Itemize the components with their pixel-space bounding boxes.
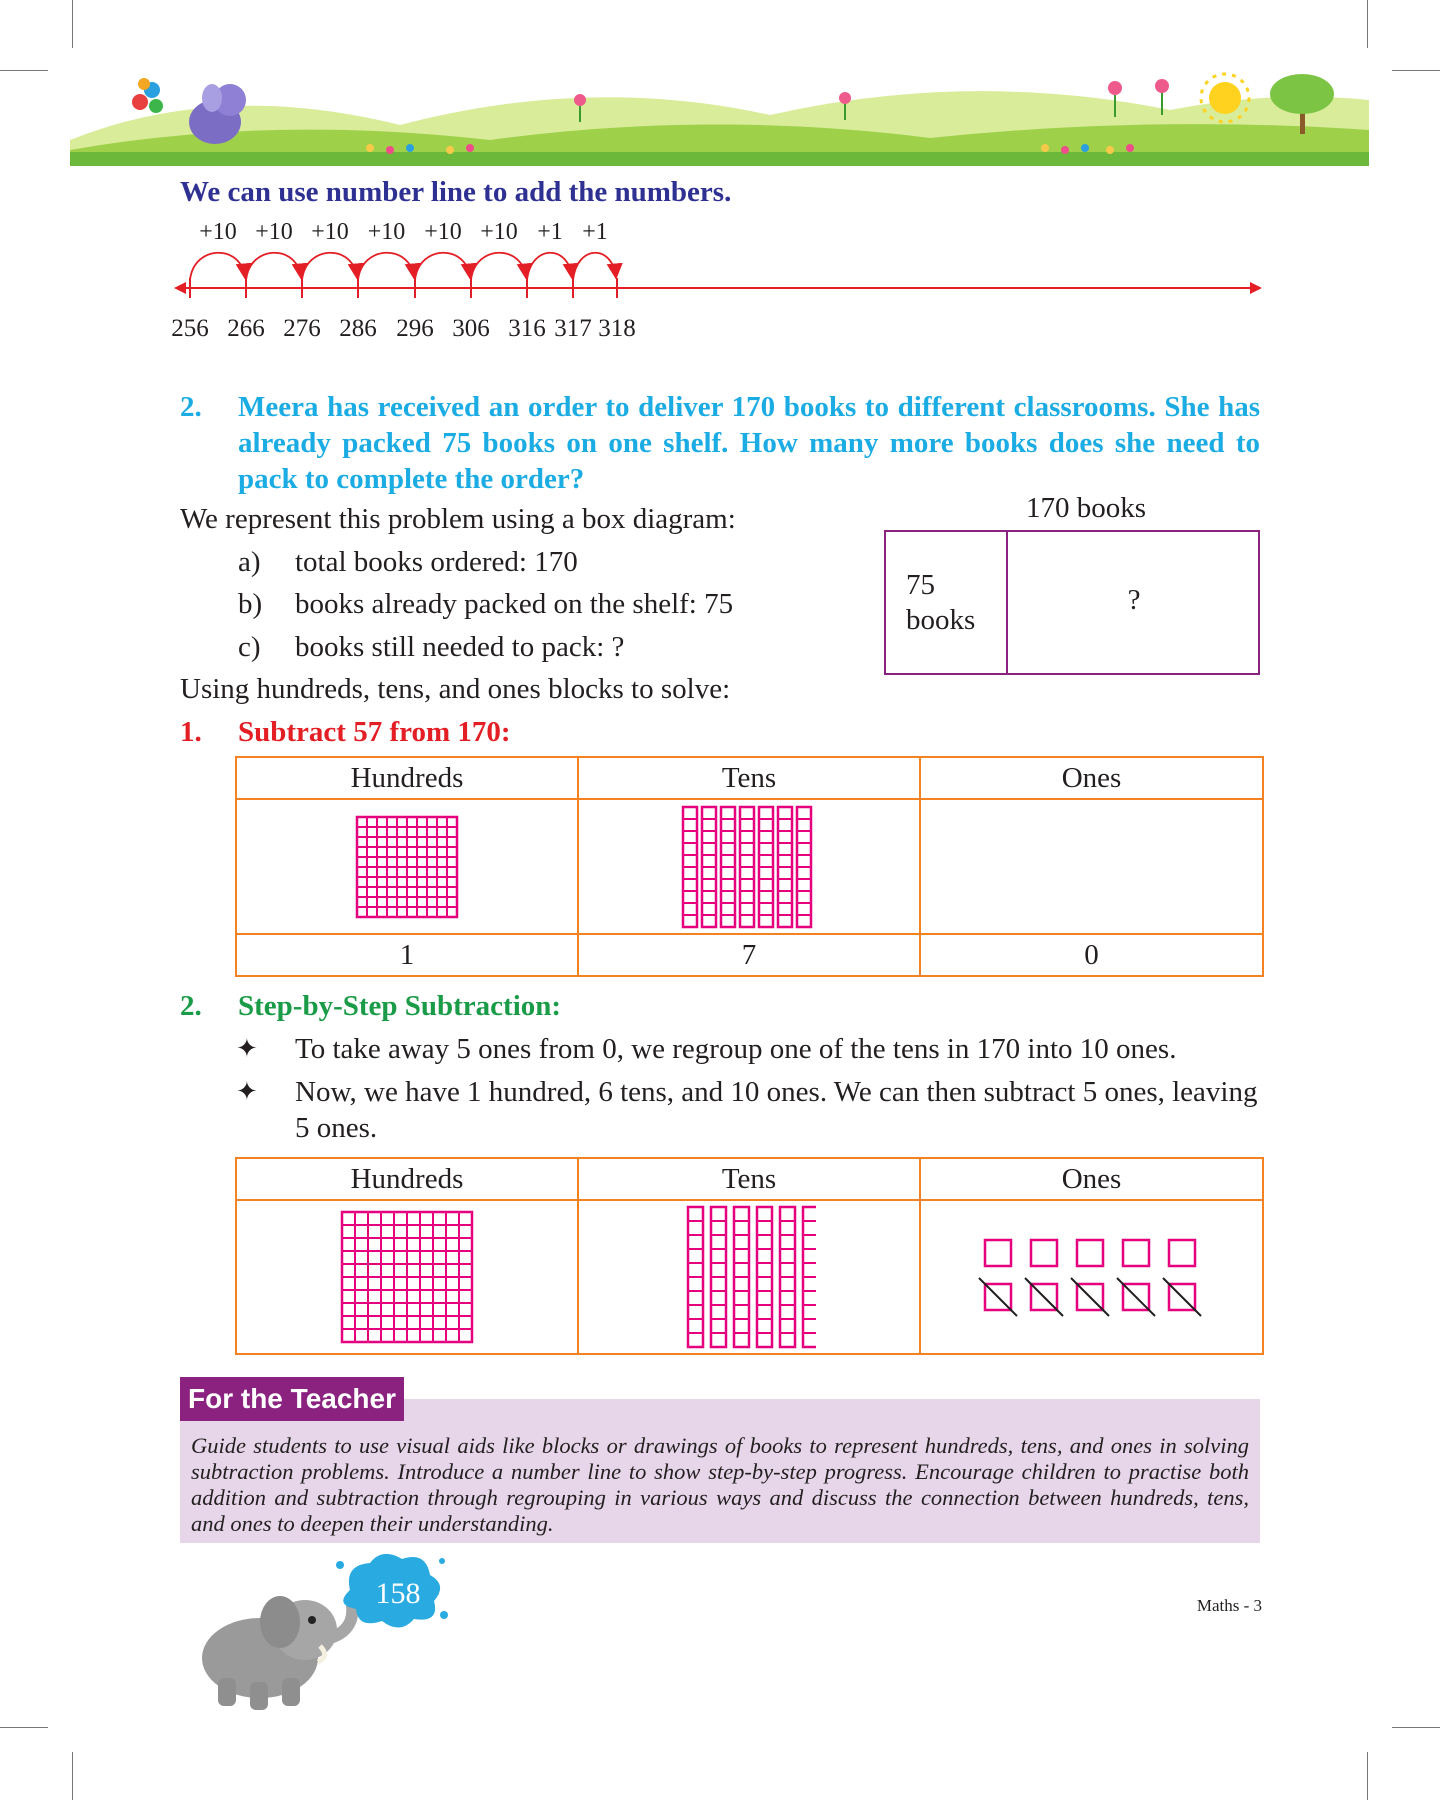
step-number: 1. (180, 716, 202, 748)
list-item-text: books still needed to pack: ? (295, 631, 625, 663)
box-known-line: 75 (906, 569, 935, 601)
box-diagram-intro: We represent this problem using a box diagram: (180, 503, 736, 535)
crop-mark (72, 0, 73, 48)
box-known-line: books (906, 604, 976, 636)
number-line-graphic (170, 220, 1270, 350)
ones-digit: 0 (920, 934, 1263, 976)
number-line-label: 318 (598, 315, 636, 342)
hundreds-blocks-cell (236, 1200, 578, 1354)
teacher-note-text: Guide students to use visual aids like blocks or drawings of books to represent hundreds, tens, and ones in solving subtraction problems. Introduce a number line to show step-by-step progress. Encourage children to practise both addition and subtraction through regrouping in various ways and discuss the connection between hundreds, tens, and ones to deepen their understanding. (191, 1433, 1249, 1536)
step1-title: Subtract 57 from 170: (238, 716, 511, 748)
bullet-text: Now, we have 1 hundred, 6 tens, and 10 ones. We can then subtract 5 ones, leaving 5 ones. (295, 1076, 1258, 1144)
blocks-intro: Using hundreds, tens, and ones blocks to solve: (180, 673, 731, 705)
number-line-label: 256 (171, 315, 209, 342)
crop-mark (1367, 1752, 1368, 1800)
page-number: 158 (375, 1577, 421, 1610)
number-line-label: 266 (227, 315, 265, 342)
list-item-text: books already packed on the shelf: 75 (295, 588, 734, 620)
question-number: 2. (180, 391, 202, 423)
list-letter: b) (238, 588, 263, 620)
arrow-right-icon (1250, 282, 1262, 294)
tens-blocks-cell (578, 1200, 920, 1354)
number-line-label: 317 (554, 315, 592, 342)
list-letter: a) (238, 546, 261, 578)
column-header-ones: Ones (920, 757, 1263, 799)
hundreds-digit: 1 (236, 934, 578, 976)
number-line-jump (415, 253, 470, 280)
footer-subject: Maths - 3 (1196, 1596, 1262, 1615)
one-cube (1169, 1240, 1195, 1266)
jump-label: +10 (480, 220, 518, 245)
crop-mark (0, 70, 48, 71)
column-header-hundreds: Hundreds (236, 1158, 578, 1200)
jump-label: +1 (537, 220, 563, 245)
place-value-table-1 (235, 756, 1264, 977)
number-line-label: 306 (452, 315, 490, 342)
number-line-label: 286 (339, 315, 377, 342)
number-line-label: 316 (508, 315, 546, 342)
ones-blocks-cell (920, 1200, 1263, 1354)
ones-blocks-cell (920, 799, 1263, 934)
jump-label: +10 (255, 220, 293, 245)
crop-mark (1392, 1727, 1440, 1728)
box-diagram-unknown: ? (1127, 584, 1141, 616)
bullet-text: To take away 5 ones from 0, we regroup one of the tens in 170 into 10 ones. (295, 1033, 1177, 1065)
list-item-text: total books ordered: 170 (295, 546, 578, 578)
box-diagram (884, 530, 1260, 675)
crop-mark (0, 1727, 48, 1728)
crop-mark (1392, 70, 1440, 71)
jump-label: +10 (199, 220, 237, 245)
bullet-star-icon: ✦ (236, 1034, 258, 1063)
number-line-jump (190, 253, 245, 280)
hundred-block (355, 815, 459, 919)
hundred-block (340, 1207, 474, 1347)
number-line-jump (358, 253, 414, 280)
one-cube (985, 1240, 1011, 1266)
column-header-tens: Tens (578, 1158, 920, 1200)
number-line-jump (246, 253, 301, 280)
step-number: 2. (180, 990, 202, 1022)
one-cube (1077, 1240, 1103, 1266)
header-banner (70, 70, 1369, 166)
column-header-hundreds: Hundreds (236, 757, 578, 799)
column-header-tens: Tens (578, 757, 920, 799)
jump-label: +1 (582, 220, 608, 245)
ten-rods (680, 804, 818, 930)
number-line-jump (471, 253, 526, 280)
number-line-heading: We can use number line to add the numbers. (180, 176, 732, 208)
number-line (170, 220, 1270, 350)
number-line-jump (573, 253, 616, 280)
jump-label: +10 (367, 220, 406, 245)
question-text: Meera has received an order to deliver 170 books to different classrooms. She has already packed 75 books on one shelf. How many more books does she need to pack to complete the order? (238, 391, 1260, 495)
number-line-jump (302, 253, 357, 280)
jump-label: +10 (424, 220, 462, 245)
tens-digit: 7 (578, 934, 920, 976)
list-letter: c) (238, 631, 261, 663)
one-cube (1031, 1240, 1057, 1266)
column-header-ones: Ones (920, 1158, 1263, 1200)
tens-blocks-cell (578, 799, 920, 934)
step2-title: Step-by-Step Subtraction: (238, 990, 562, 1022)
place-value-table-2 (235, 1157, 1264, 1355)
teacher-note-tab: For the Teacher (180, 1377, 404, 1421)
jump-label: +10 (311, 220, 349, 245)
ten-rods (682, 1204, 816, 1350)
box-diagram-known (906, 568, 975, 638)
box-diagram-total: 170 books (1026, 492, 1147, 524)
one-cube (1123, 1240, 1149, 1266)
hundreds-blocks-cell (236, 799, 578, 934)
number-line-jump (527, 253, 572, 280)
bullet-star-icon: ✦ (236, 1077, 258, 1106)
crop-mark (1367, 0, 1368, 48)
one-cubes (977, 1232, 1207, 1322)
number-line-label: 276 (283, 315, 321, 342)
number-line-label: 296 (396, 315, 434, 342)
arrow-left-icon (174, 282, 186, 294)
crop-mark (72, 1752, 73, 1800)
